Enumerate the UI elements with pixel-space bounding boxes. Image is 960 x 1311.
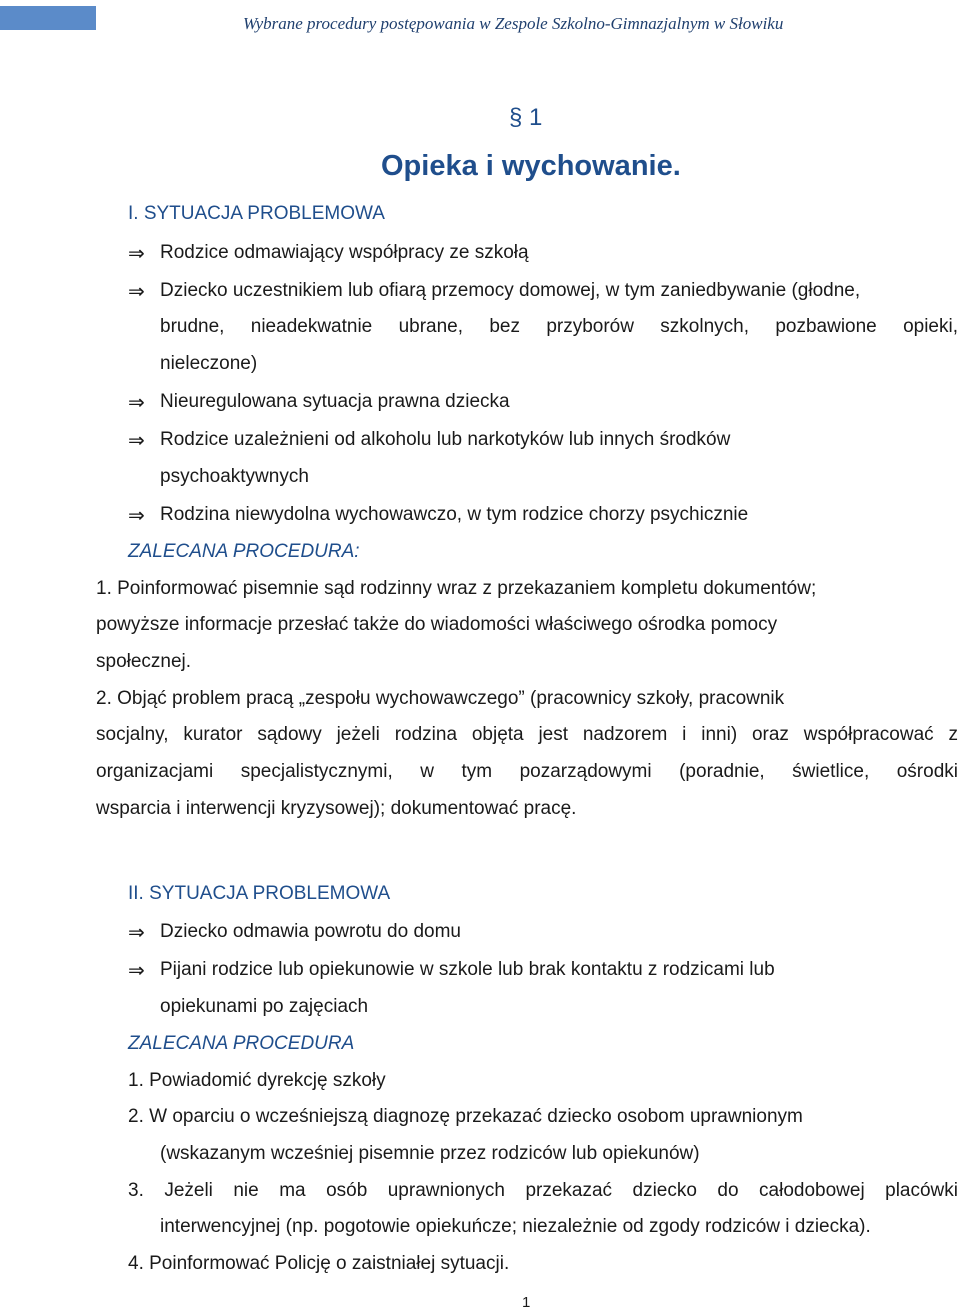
procedure-step: 2. W oparciu o wcześniejszą diagnozę przekazać dziecko osobom uprawnionym <box>128 1106 803 1127</box>
list-item: Dziecko odmawia powrotu do domu <box>160 921 461 942</box>
procedure-step: 1. Powiadomić dyrekcję szkoły <box>128 1070 386 1091</box>
implies-arrow-icon: ⇒ <box>128 279 145 303</box>
implies-arrow-icon: ⇒ <box>128 920 145 944</box>
header-accent-bar <box>0 6 96 30</box>
procedure-step-continuation: organizacjami specjalistycznymi, w tym pozarządowymi (poradnie, świetlice, ośrodki <box>96 761 958 782</box>
implies-arrow-icon: ⇒ <box>128 503 145 527</box>
section-2-procedure-label: ZALECANA PROCEDURA <box>128 1033 355 1054</box>
running-header: Wybrane procedury postępowania w Zespole Szkolno-Gimnazjalnym w Słowiku <box>243 14 784 33</box>
implies-arrow-icon: ⇒ <box>128 241 145 265</box>
procedure-step-continuation: interwencyjnej (np. pogotowie opiekuńcze; niezależnie od zgody rodziców i dziecka). <box>160 1216 871 1237</box>
procedure-step-continuation: powyższe informacje przesłać także do wiadomości właściwego ośrodka pomocy <box>96 614 778 635</box>
list-item-continuation: opiekunami po zajęciach <box>160 996 369 1017</box>
list-item: Rodzina niewydolna wychowawczo, w tym rodzice chorzy psychicznie <box>160 504 749 525</box>
paragraph-number: § 1 <box>509 104 543 131</box>
document-title: Opieka i wychowanie. <box>381 150 681 182</box>
list-item: Pijani rodzice lub opiekunowie w szkole lub brak kontaktu z rodzicami lub <box>160 959 775 980</box>
procedure-step-continuation: socjalny, kurator sądowy jeżeli rodzina objęta jest nadzorem i inni) oraz współpracować z <box>96 724 958 745</box>
procedure-step: 3. Jeżeli nie ma osób uprawnionych przekazać dziecko do całodobowej placówki <box>128 1180 958 1201</box>
procedure-step-continuation: (wskazanym wcześniej pisemnie przez rodziców lub opiekunów) <box>160 1143 700 1164</box>
implies-arrow-icon: ⇒ <box>128 428 145 452</box>
list-item: Dziecko uczestnikiem lub ofiarą przemocy domowej, w tym zaniedbywanie (głodne, <box>160 280 861 301</box>
list-item: Nieuregulowana sytuacja prawna dziecka <box>160 391 510 412</box>
section-2-heading: II. SYTUACJA PROBLEMOWA <box>128 883 391 904</box>
list-item-continuation: nieleczone) <box>160 353 258 374</box>
implies-arrow-icon: ⇒ <box>128 390 145 414</box>
implies-arrow-icon: ⇒ <box>128 958 145 982</box>
list-item-continuation: psychoaktywnych <box>160 466 309 487</box>
list-item-continuation: brudne, nieadekwatnie ubrane, bez przyborów szkolnych, pozbawione opieki, <box>160 316 958 337</box>
section-1-heading: I. SYTUACJA PROBLEMOWA <box>128 203 385 224</box>
procedure-step-continuation: społecznej. <box>96 651 192 672</box>
list-item: Rodzice uzależnieni od alkoholu lub narkotyków lub innych środków <box>160 429 731 450</box>
page-number: 1 <box>522 1294 531 1311</box>
procedure-step: 4. Poinformować Policję o zaistniałej sytuacji. <box>128 1253 510 1274</box>
procedure-step-continuation: wsparcia i interwencji kryzysowej); dokumentować pracę. <box>96 798 577 819</box>
procedure-step: 1. Poinformować pisemnie sąd rodzinny wraz z przekazaniem kompletu dokumentów; <box>96 578 817 599</box>
procedure-step: 2. Objąć problem pracą „zespołu wychowawczego” (pracownicy szkoły, pracownik <box>96 688 785 709</box>
section-1-procedure-label: ZALECANA PROCEDURA: <box>128 541 360 562</box>
list-item: Rodzice odmawiający współpracy ze szkołą <box>160 242 529 263</box>
